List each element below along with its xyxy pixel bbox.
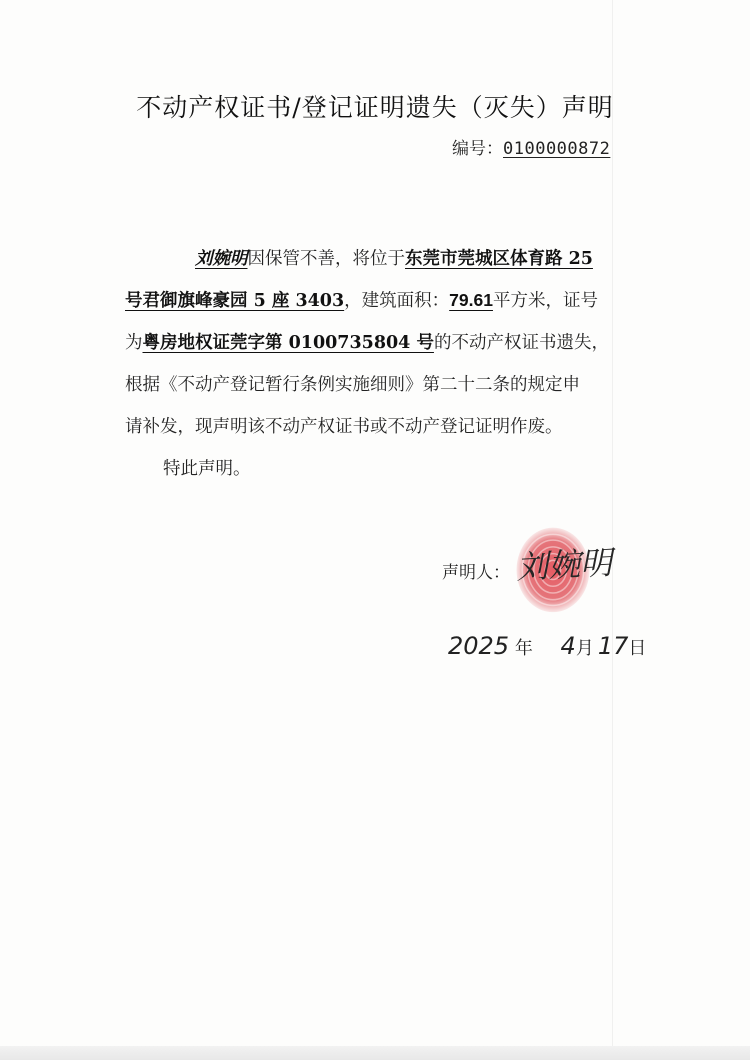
number-value: 0100000872 bbox=[503, 139, 611, 159]
body-text: 为 bbox=[125, 333, 143, 353]
certificate-number: 粤房地权证莞字第 0100735804 号 bbox=[142, 333, 434, 353]
body-line-4: 根据《不动产登记暂行条例实施细则》第二十二条的规定申 bbox=[125, 375, 580, 395]
body-line-3 bbox=[125, 329, 609, 354]
property-address: 东莞市莞城区体育路 25 bbox=[405, 249, 593, 269]
date-day: 17 bbox=[597, 632, 629, 660]
month-label: 月 bbox=[575, 638, 594, 659]
number-label: 编号： bbox=[452, 139, 503, 159]
declarant-label: 声明人： bbox=[442, 563, 510, 583]
day-label: 日 bbox=[628, 638, 647, 659]
property-address-cont: 号君御旗峰豪园 5 座 3403 bbox=[125, 291, 345, 311]
body-line-2 bbox=[125, 287, 598, 312]
body-text: 因保管不善，将位于 bbox=[247, 249, 405, 269]
body-text: 的不动产权证书遗失， bbox=[433, 333, 609, 353]
declaration-body bbox=[125, 245, 645, 479]
closing-statement: 特此声明。 bbox=[163, 459, 251, 479]
document-title: 不动产权证书/登记证明遗失（灭失）声明 bbox=[136, 93, 614, 122]
body-text: 平方米，证号 bbox=[492, 291, 598, 311]
year-label: 年 bbox=[514, 638, 533, 659]
declaration-date bbox=[448, 632, 646, 660]
scan-fold-line bbox=[612, 0, 613, 1060]
date-month: 4 bbox=[560, 632, 576, 660]
date-year: 2025 bbox=[448, 632, 510, 660]
handwritten-signature: 刘婉明 bbox=[515, 543, 614, 587]
declarant-name: 刘婉明 bbox=[195, 249, 248, 269]
document-number bbox=[452, 134, 610, 159]
building-area: 79.61 bbox=[449, 290, 493, 310]
body-text: ，建筑面积： bbox=[344, 291, 450, 311]
body-line-1 bbox=[195, 245, 593, 270]
scan-bottom-edge bbox=[0, 1046, 750, 1060]
body-line-5: 请补发，现声明该不动产权证书或不动产登记证明作废。 bbox=[125, 417, 563, 437]
